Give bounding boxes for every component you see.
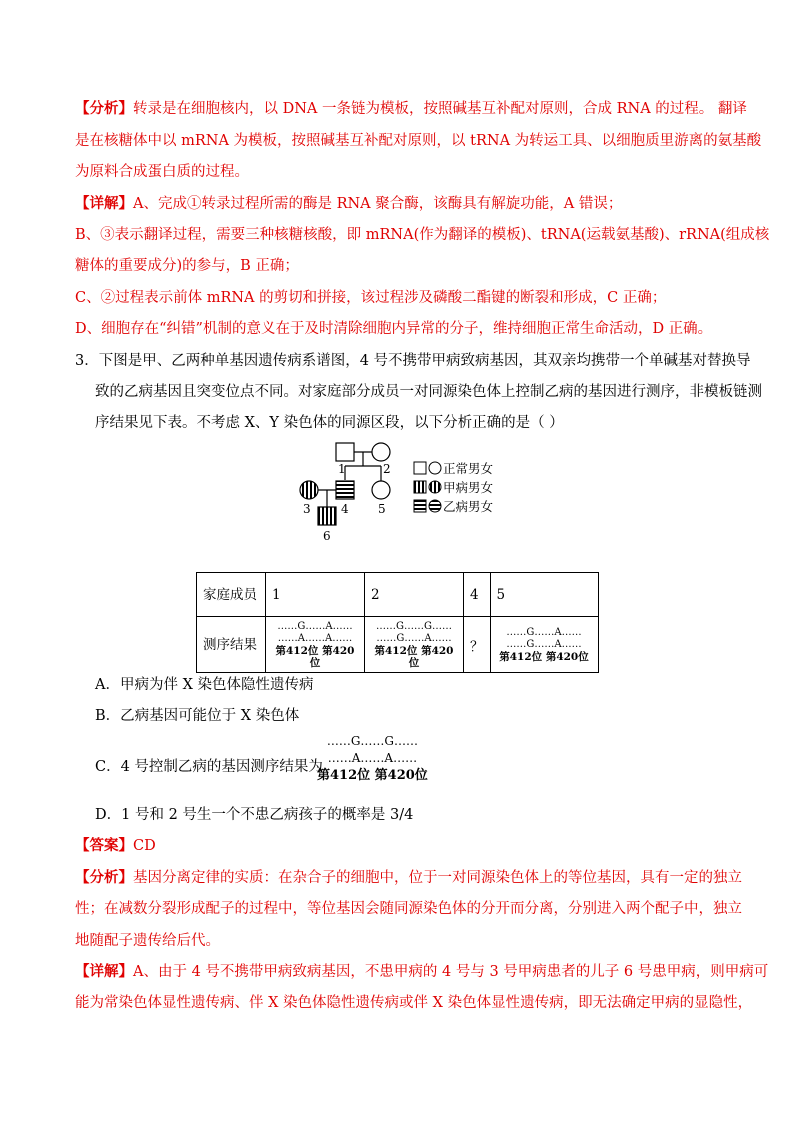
label-6: 6 [323, 529, 331, 543]
analysis2-line-3: 地随配子遗传给后代。 [75, 933, 220, 949]
label-1: 1 [338, 462, 346, 476]
question-line-1: 3．下图是甲、乙两种单基因遗传病系谱图，4 号不携带甲病致病基因，其双亲均携带一个单碱基对替换导 [75, 353, 751, 369]
question-line-2: 致的乙病基因且突变位点不同。对家庭部分成员一对同源染色体上控制乙病的基因进行测序，非模板链测 [95, 384, 762, 400]
detail-line-d: D、细胞存在“纠错”机制的意义在于及时清除细胞内异常的分子，维持细胞正常生命活动，D 正确。 [75, 321, 713, 337]
seq-bottom: ……A……A…… [277, 632, 353, 644]
analysis-line-3: 为原料合成蛋白质的过程。 [75, 164, 249, 180]
analysis2-line-2: 性；在减数分裂形成配子的过程中，等位基因会随同源染色体的分开而分离，分别进入两个配子中，独立 [75, 901, 742, 917]
result-cell [490, 617, 598, 673]
label-4: 4 [341, 502, 349, 516]
legend-normal: 正常男女 [443, 461, 494, 476]
detail2-line-2: 能为常染色体显性遗传病、伴 X 染色体隐性遗传病或伴 X 染色体显性遗传病，即无法确定甲病的显隐性， [75, 995, 753, 1011]
individual-1 [336, 443, 354, 461]
analysis2-line-1: 【分析】基因分离定律的实质：在杂合子的细胞中，位于一对同源染色体上的等位基因，具有一定的独立 [75, 869, 742, 886]
individual-2 [372, 443, 390, 461]
option-d: D．1 号和 2 号生一个不患乙病孩子的概率是 3/4 [95, 807, 414, 823]
detail-line-a: 【详解】A、完成①转录过程所需的酶是 RNA 聚合酶，该酶具有解旋功能，A 错误； [75, 195, 623, 212]
label-2: 2 [383, 462, 391, 476]
table-result-row [197, 617, 599, 673]
answer-tag: 【答案】 [75, 837, 133, 854]
sequencing-table [196, 572, 599, 673]
analysis-tag: 【分析】 [75, 100, 133, 117]
seq-bottom: ……G……A…… [376, 632, 452, 644]
pedigree-diagram [290, 436, 520, 546]
result-cell [266, 617, 365, 673]
member-cell: 4 [464, 573, 491, 617]
seq-position: 第412位 第420位 [499, 650, 589, 663]
individual-6 [318, 507, 336, 525]
seq-top: ……G……A…… [277, 620, 353, 632]
option-b: B．乙病基因可能位于 X 染色体 [95, 708, 300, 724]
member-cell: 2 [365, 573, 464, 617]
answer-value: CD [133, 838, 156, 854]
seq-top: ……G……A…… [506, 626, 582, 638]
option-c: C．4 号控制乙病的基因测序结果为 [95, 759, 323, 775]
header-label-cell: 家庭成员 [197, 573, 266, 617]
detail-line-b2: 糖体的重要成分)的参与，B 正确； [75, 258, 299, 274]
detail-line-b1: B、③表示翻译过程，需要三种核糖核酸，即 mRNA(作为翻译的模板)、tRNA(运载氨基酸)、rRNA(组成核 [75, 227, 770, 243]
seq-bottom: ……A……A…… [327, 751, 418, 765]
option-c-sequence [317, 733, 428, 784]
seq-bottom: ……G……A…… [506, 638, 582, 650]
result-cell [365, 617, 464, 673]
seq-position: 第412位 第420位 [317, 768, 428, 783]
seq-position: 第412位 第420位 [374, 644, 454, 669]
detail-tag: 【详解】 [75, 195, 133, 212]
analysis-line-1: 【分析】转录是在细胞核内，以 DNA 一条链为模板，按照碱基互补配对原则，合成 RNA 的过程。 翻译 [75, 100, 747, 117]
detail-line-c: C、②过程表示前体 mRNA 的剪切和拼接，该过程涉及磷酸二酯键的断裂和形成，C 正确； [75, 290, 667, 306]
option-a: A．甲病为伴 X 染色体隐性遗传病 [95, 677, 314, 693]
detail2-line-1: 【详解】A、由于 4 号不携带甲病致病基因，不患甲病的 4 号与 3 号甲病患者的儿子 6 号患甲病，则甲病可 [75, 963, 769, 980]
label-3: 3 [303, 502, 311, 516]
seq-position: 第412位 第420位 [275, 644, 355, 669]
answer-line [75, 836, 156, 856]
member-cell: 5 [490, 573, 598, 617]
row-label-cell: 测序结果 [197, 617, 266, 673]
question-line-3: 序结果见下表。不考虑 X、Y 染色体的同源区段，以下分析正确的是（ ） [95, 415, 564, 431]
result-cell-unknown: ？ [464, 617, 491, 673]
detail2-tag: 【详解】 [75, 963, 133, 980]
table-header-row [197, 573, 599, 617]
analysis-line-2: 是在核糖体中以 mRNA 为模板，按照碱基互补配对原则，以 tRNA 为转运工具、以细胞质里游离的氨基酸 [75, 133, 762, 149]
member-cell: 1 [266, 573, 365, 617]
legend-disease-a: 甲病男女 [443, 480, 494, 495]
seq-top: ……G……G…… [326, 734, 418, 748]
legend-disease-b: 乙病男女 [443, 499, 494, 514]
individual-5 [372, 481, 390, 499]
individual-4 [336, 481, 354, 499]
individual-3 [300, 481, 318, 499]
seq-top: ……G……G…… [376, 620, 452, 632]
analysis2-tag: 【分析】 [75, 869, 133, 886]
label-5: 5 [378, 502, 386, 516]
